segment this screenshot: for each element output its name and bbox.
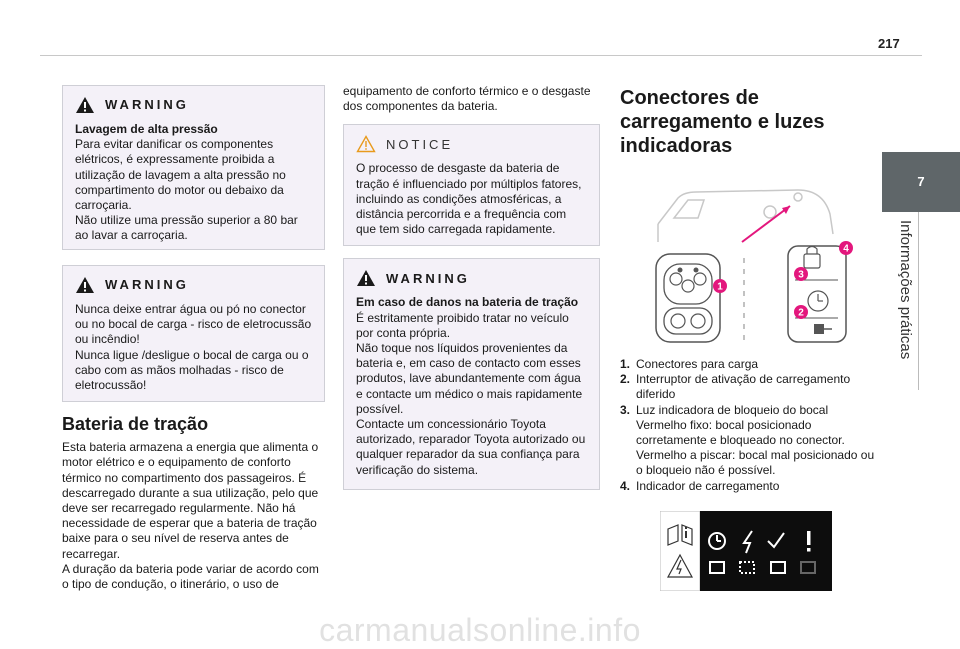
warning-subtitle: Lavagem de alta pressão xyxy=(75,122,218,136)
list-item: 3. Luz indicadora de bloqueio do bocal Vermelho fixo: bocal posicionado corretamente e bloqueado no conector. Vermelho a piscar: bocal mal posicionado ou o bloqueio não é possível. xyxy=(620,402,875,478)
callout-2: 2 xyxy=(798,307,804,319)
notice-box xyxy=(343,124,600,246)
warning-text: Nunca deixe entrar água ou pó no conector ou no bocal de carga - risco de eletrocussão ou incêndio! Nunca ligue /desligue o bocal de carga ou o cabo com as mãos molhadas - risco de eletrocussão! xyxy=(75,302,312,393)
chapter-number: 7 xyxy=(917,174,925,189)
indicator-panel-icon xyxy=(788,246,846,342)
warning-box-battery-damage xyxy=(343,258,600,490)
warning-text: É estritamente proibido tratar no veículo por conta própria. Não toque nos líquidos provenientes da bateria e, em caso de contacto com esses produtos, lave abundantemente com água e contacte um médico o mais rapidamente possível. Contacte um concessionário Toyota autorizado, reparador Toyota autorizado ou qualquer reparador da sua confiança para verificação do sistema. xyxy=(356,310,586,477)
chapter-tab[interactable] xyxy=(882,152,960,212)
warning-box-water xyxy=(62,265,325,402)
callout-3: 3 xyxy=(798,269,804,281)
vehicle-outline-icon xyxy=(658,190,833,242)
callout-1: 1 xyxy=(717,281,723,293)
notice-text: O processo de desgaste da bateria de tração é influenciado por múltiplos fatores, incluindo as condições atmosféricas, a distância percorrida e a frequência com que tem sido carregada rapidamente. xyxy=(356,161,582,237)
section-title: Bateria de tração xyxy=(62,414,209,434)
warning-text: Para evitar danificar os componentes elétricos, é expressamente proibida a utilização de lavagem a alta pressão no compartimento do motor ou debaixo da carroçaria. Não utilize uma pressão superior a 80 bar ao lavar a carroçaria. xyxy=(75,137,298,243)
legend-list xyxy=(620,357,875,494)
continued-text: equipamento de conforto térmico e o desgaste dos componentes da bateria. xyxy=(343,84,591,114)
warning-heading: WARNING xyxy=(105,277,189,293)
charging-port-illustration xyxy=(648,184,863,344)
header-rule xyxy=(40,55,922,56)
warning-subtitle: Em caso de danos na bateria de tração xyxy=(356,295,579,310)
watermark: carmanualsonline.info xyxy=(319,612,641,648)
page-number: 217 xyxy=(878,36,900,51)
charging-connector-icon xyxy=(656,254,720,342)
warning-triangle-icon xyxy=(75,276,95,294)
warning-triangle-icon xyxy=(75,96,95,114)
notice-heading: NOTICE xyxy=(386,136,454,152)
callout-4: 4 xyxy=(843,243,849,255)
warning-heading: WARNING xyxy=(105,97,189,113)
notice-triangle-icon xyxy=(356,135,376,153)
chapter-divider xyxy=(918,212,919,390)
list-item: 4. Indicador de carregamento xyxy=(620,478,780,493)
list-item: 2. Interruptor de ativação de carregamento diferido xyxy=(620,372,851,402)
list-item: 1. Conectores para carga xyxy=(620,357,759,371)
warning-heading: WARNING xyxy=(386,270,470,286)
column-2 xyxy=(343,84,600,490)
section-text: Esta bateria armazena a energia que alimenta o motor elétrico e o equipamento de conforto térmico no compartimento dos passageiros. É descarregado durante a sua utilização, pelo que deve ser recarregado regularmente. Não há necessidade de esperar que a bateria de tração baixe para o seu nível de reserva antes de recarregar. A duração da bateria pode variar de acordo com o tipo de condução, o itinerário, o uso de xyxy=(62,440,319,592)
column-1 xyxy=(62,85,325,592)
exclamation-icon xyxy=(807,531,811,552)
charging-indicator-strip xyxy=(660,511,832,591)
warning-box-pressure-wash xyxy=(62,85,325,250)
column-3 xyxy=(620,86,880,493)
warning-triangle-icon xyxy=(356,269,376,287)
section-title: Conectores de carregamento e luzes indicadoras xyxy=(620,87,825,157)
chapter-title: Informações práticas xyxy=(897,220,914,360)
